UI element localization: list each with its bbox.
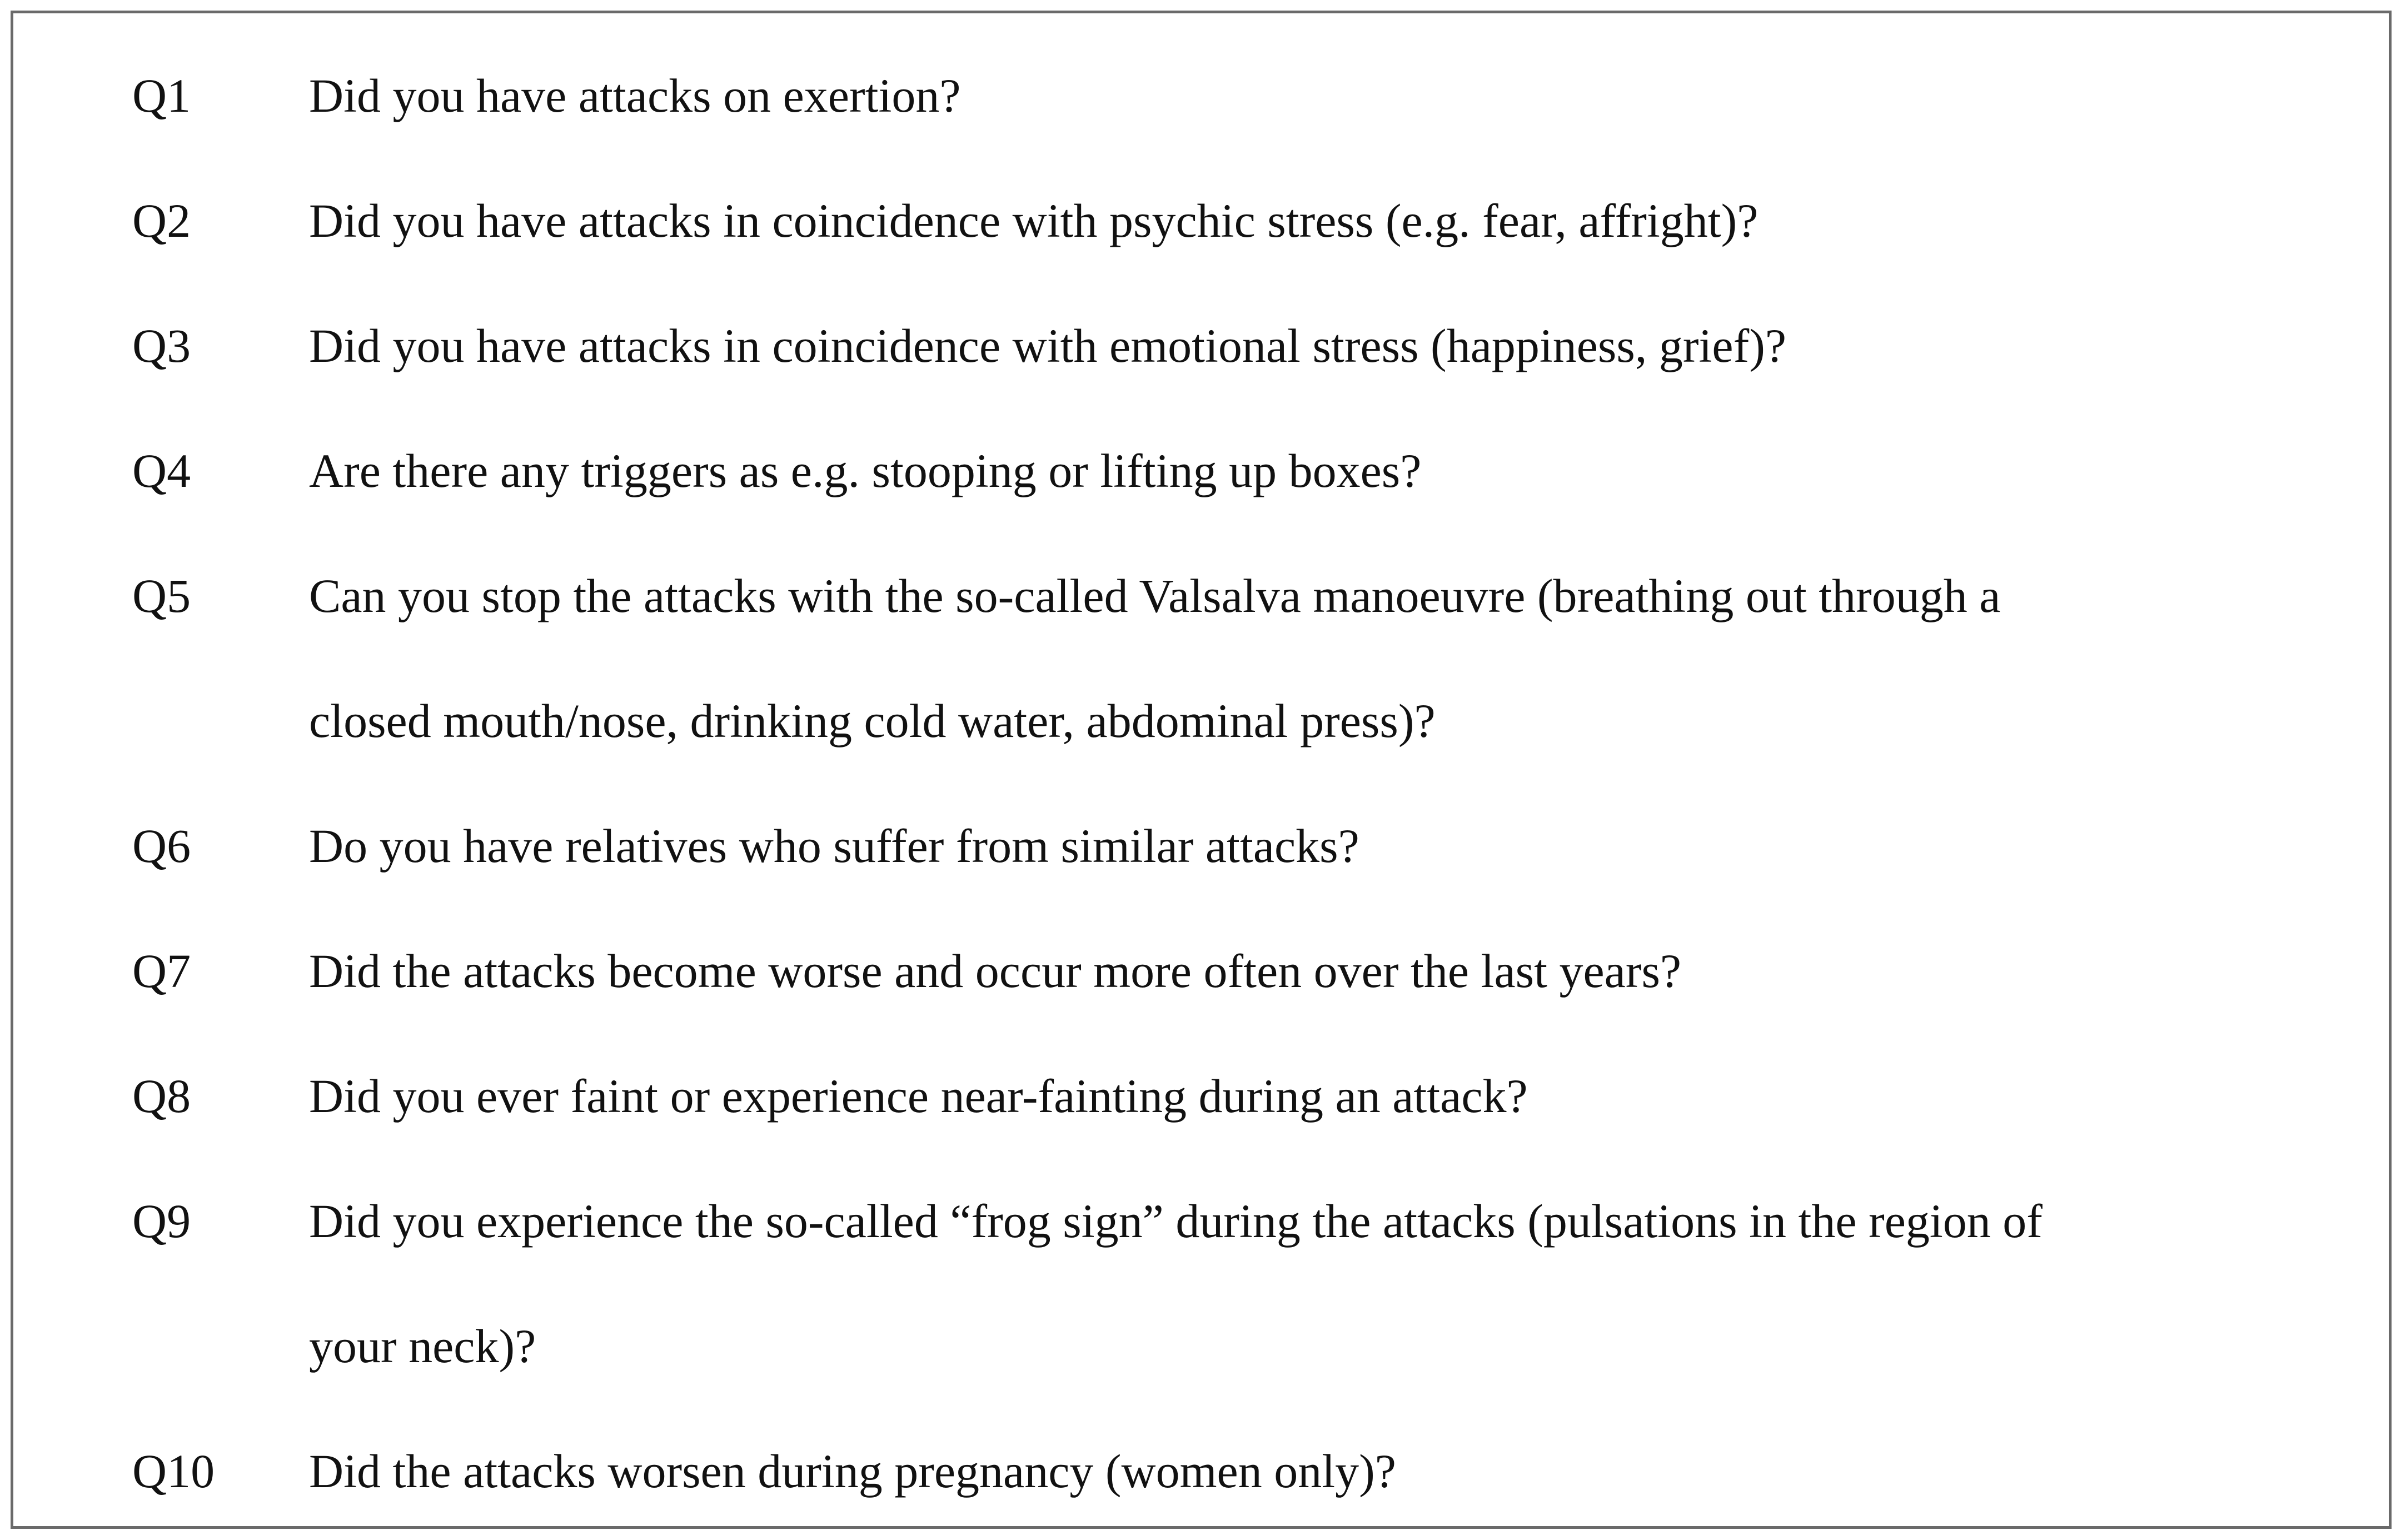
question-text [309,194,2321,247]
question-number: Q10 [132,1444,215,1498]
question-number: Q2 [132,194,191,247]
question-line: Did you ever faint or experience near-fainting during an attack? [309,1069,1528,1123]
question-line: Did the attacks worsen during pregnancy (women only)? [309,1444,1396,1498]
question-line: Did you have attacks in coincidence with emotional stress (happiness, grief)? [309,319,1787,372]
question-number: Q1 [132,69,191,122]
question-text [309,819,2321,873]
question-line: Can you stop the attacks with the so-called Valsalva manoeuvre (breathing out through a [309,569,2001,622]
question-number: Q3 [132,319,191,372]
question-line: Are there any triggers as e.g. stooping or lifting up boxes? [309,444,1422,497]
question-line: closed mouth/nose, drinking cold water, abdominal press)? [309,694,1436,747]
question-line: Did you experience the so-called “frog sign” during the attacks (pulsations in the region of [309,1194,2043,1248]
question-number: Q7 [132,944,191,998]
question-line: Did the attacks become worse and occur more often over the last years? [309,944,1682,998]
question-text [309,1444,2321,1498]
questionnaire-box [11,11,2392,1529]
question-text [309,944,2321,998]
question-text [309,69,2321,122]
question-line: your neck)? [309,1319,536,1373]
question-number: Q5 [132,569,191,622]
question-list [13,13,2389,1526]
question-number: Q4 [132,444,191,497]
question-line: Did you have attacks on exertion? [309,69,961,122]
question-text [309,1069,2321,1123]
question-number: Q9 [132,1194,191,1248]
question-text [309,319,2321,372]
question-line: Did you have attacks in coincidence with psychic stress (e.g. fear, affright)? [309,194,1759,247]
question-text [309,569,2321,747]
question-number: Q6 [132,819,191,873]
question-number: Q8 [132,1069,191,1123]
question-line: Do you have relatives who suffer from similar attacks? [309,819,1359,873]
question-text [309,1194,2321,1373]
question-text [309,444,2321,497]
